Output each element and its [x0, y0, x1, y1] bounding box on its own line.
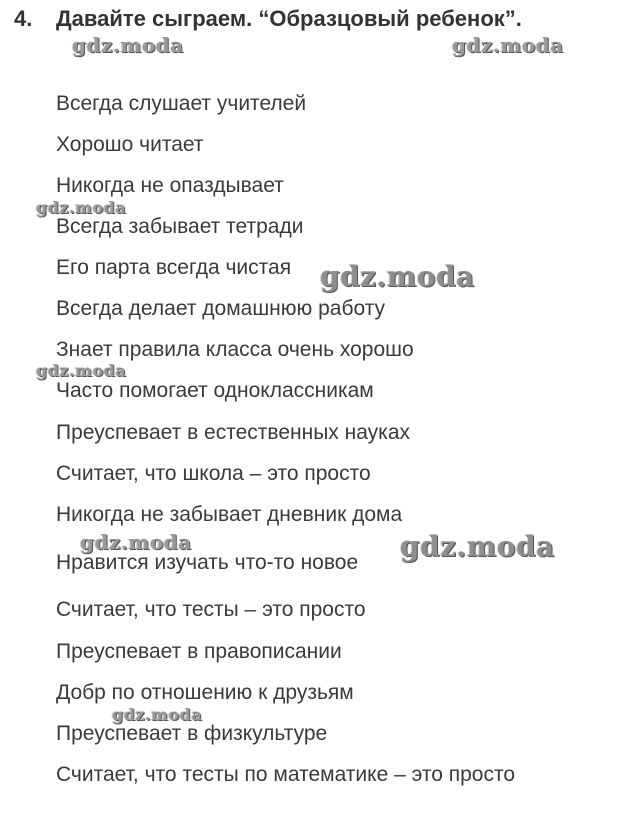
- list-item: Его парта всегда чистая: [56, 256, 292, 279]
- list-item: Считает, что тесты – это просто: [56, 598, 366, 621]
- list-item: Знает правила класса очень хорошо: [56, 338, 414, 361]
- list-item: Хорошо читает: [56, 133, 204, 156]
- list-item: Никогда не забывает дневник дома: [56, 503, 403, 526]
- watermark: gdz.moda: [320, 260, 475, 293]
- exercise-title: Давайте сыграем. “Образцовый ребенок”.: [56, 6, 522, 31]
- list-item: Добр по отношению к друзьям: [56, 681, 354, 704]
- list-item: Преуспевает в правописании: [56, 640, 342, 663]
- watermark: gdz.moda: [72, 33, 184, 57]
- list-item: Всегда слушает учителей: [56, 92, 307, 115]
- list-item: Часто помогает одноклассникам: [56, 379, 374, 402]
- watermark: gdz.moda: [36, 361, 127, 380]
- list-item: Нравится изучать что-то новое: [56, 551, 359, 574]
- exercise-number: 4.: [14, 6, 33, 31]
- watermark: gdz.moda: [80, 530, 192, 554]
- list-item: Никогда не опаздывает: [56, 174, 284, 197]
- list-item: Преуспевает в естественных науках: [56, 421, 411, 444]
- list-item: Считает, что тесты по математике – это просто: [56, 763, 516, 786]
- list-item: Преуспевает в физкультуре: [56, 722, 328, 745]
- list-item: Считает, что школа – это просто: [56, 462, 371, 485]
- watermark: gdz.moda: [400, 530, 555, 563]
- exercise-header: [14, 6, 522, 32]
- watermark: gdz.moda: [36, 198, 127, 217]
- list-item: Всегда забывает тетради: [56, 215, 304, 238]
- watermark: gdz.moda: [452, 33, 564, 57]
- watermark: gdz.moda: [112, 705, 203, 724]
- list-item: Всегда делает домашнюю работу: [56, 297, 386, 320]
